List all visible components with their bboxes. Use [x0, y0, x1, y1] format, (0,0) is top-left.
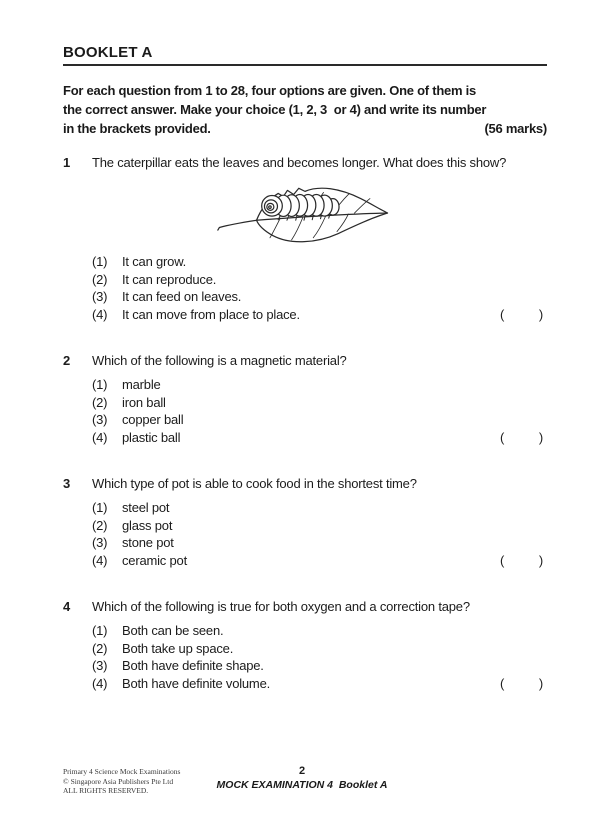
- answer-brackets[interactable]: [500, 429, 547, 447]
- option-row: [92, 552, 547, 570]
- option-text: stone pot: [122, 535, 174, 550]
- option-label: (1): [92, 377, 108, 392]
- page-footer: [0, 765, 604, 805]
- option-label: (2): [92, 517, 108, 533]
- title-rule: [63, 64, 547, 66]
- instructions-line: the correct answer. Make your choice (1, 2, 3 or 4) and write its number: [63, 102, 487, 117]
- caterpillar-on-leaf-illustration: [63, 179, 547, 245]
- bracket-open: (: [500, 429, 505, 445]
- footer-booklet-label: MOCK EXAMINATION 4 Booklet A: [216, 779, 388, 791]
- copyright-line: ALL RIGHTS RESERVED.: [63, 786, 149, 795]
- question-text: The caterpillar eats the leaves and becomes longer. What does this show?: [92, 155, 507, 170]
- question-number: 2: [63, 353, 71, 368]
- option-row: [92, 253, 547, 271]
- bracket-close: ): [538, 552, 543, 568]
- instructions-line: in the brackets provided.: [63, 121, 211, 136]
- option-text: It can move from place to place.: [122, 306, 300, 322]
- option-text: It can reproduce.: [122, 271, 217, 287]
- option-row: [92, 271, 547, 289]
- option-label: (4): [92, 552, 108, 568]
- option-label: (4): [92, 429, 108, 445]
- option-label: (1): [92, 623, 108, 638]
- option-row: [92, 534, 547, 552]
- option-label: (3): [92, 658, 108, 673]
- option-label: (2): [92, 394, 108, 410]
- option-text: iron ball: [122, 394, 166, 410]
- option-label: (4): [92, 675, 108, 691]
- option-row: [92, 288, 547, 306]
- option-text: Both have definite volume.: [122, 675, 271, 691]
- option-row: [92, 517, 547, 535]
- option-row: [92, 675, 547, 693]
- option-text: marble: [122, 377, 161, 392]
- option-text: steel pot: [122, 500, 170, 515]
- total-marks: (56 marks): [484, 121, 547, 136]
- option-row: [92, 429, 547, 447]
- bracket-open: (: [500, 552, 505, 568]
- page-number: 2: [298, 765, 306, 777]
- booklet-title: BOOKLET A: [63, 44, 153, 61]
- instructions-block: [63, 81, 547, 138]
- question-number: 4: [63, 599, 71, 614]
- copyright-line: Primary 4 Science Mock Examinations: [63, 767, 181, 776]
- option-label: (3): [92, 535, 108, 550]
- option-label: (3): [92, 289, 108, 304]
- bracket-close: ): [538, 306, 543, 322]
- option-row: [92, 657, 547, 675]
- bracket-close: ): [538, 675, 543, 691]
- option-text: Both take up space.: [122, 640, 234, 656]
- question-number: 3: [63, 476, 71, 491]
- option-text: glass pot: [122, 517, 173, 533]
- option-text: plastic ball: [122, 429, 181, 445]
- footer-center: [0, 765, 604, 791]
- instructions-line: For each question from 1 to 28, four options are given. One of them is: [63, 83, 477, 98]
- option-label: (3): [92, 412, 108, 427]
- bracket-open: (: [500, 306, 505, 322]
- option-text: ceramic pot: [122, 552, 187, 568]
- answer-brackets[interactable]: [500, 675, 547, 693]
- bracket-close: ): [538, 429, 543, 445]
- option-label: (4): [92, 306, 108, 322]
- option-label: (2): [92, 271, 108, 287]
- option-row: [92, 640, 547, 658]
- option-text: Both have definite shape.: [122, 658, 264, 673]
- question-text: Which type of pot is able to cook food in the shortest time?: [92, 476, 417, 491]
- option-row: [92, 499, 547, 517]
- option-text: It can feed on leaves.: [122, 289, 242, 304]
- question-text: Which of the following is true for both oxygen and a correction tape?: [92, 599, 470, 614]
- question-4: [63, 599, 547, 692]
- copyright-line: © Singapore Asia Publishers Pte Ltd: [63, 776, 174, 786]
- option-text: copper ball: [122, 412, 184, 427]
- option-label: (1): [92, 254, 108, 269]
- question-1: [63, 155, 547, 323]
- option-row: [92, 394, 547, 412]
- option-label: (2): [92, 640, 108, 656]
- option-label: (1): [92, 500, 108, 515]
- answer-brackets[interactable]: [500, 552, 547, 570]
- question-2: [63, 353, 547, 446]
- question-text: Which of the following is a magnetic material?: [92, 353, 347, 368]
- question-number: 1: [63, 155, 71, 170]
- bracket-open: (: [500, 675, 505, 691]
- answer-brackets[interactable]: [500, 306, 547, 324]
- option-row: [92, 376, 547, 394]
- question-3: [63, 476, 547, 569]
- option-row: [92, 306, 547, 324]
- option-text: Both can be seen.: [122, 623, 224, 638]
- option-row: [92, 411, 547, 429]
- option-text: It can grow.: [122, 254, 187, 269]
- option-row: [92, 622, 547, 640]
